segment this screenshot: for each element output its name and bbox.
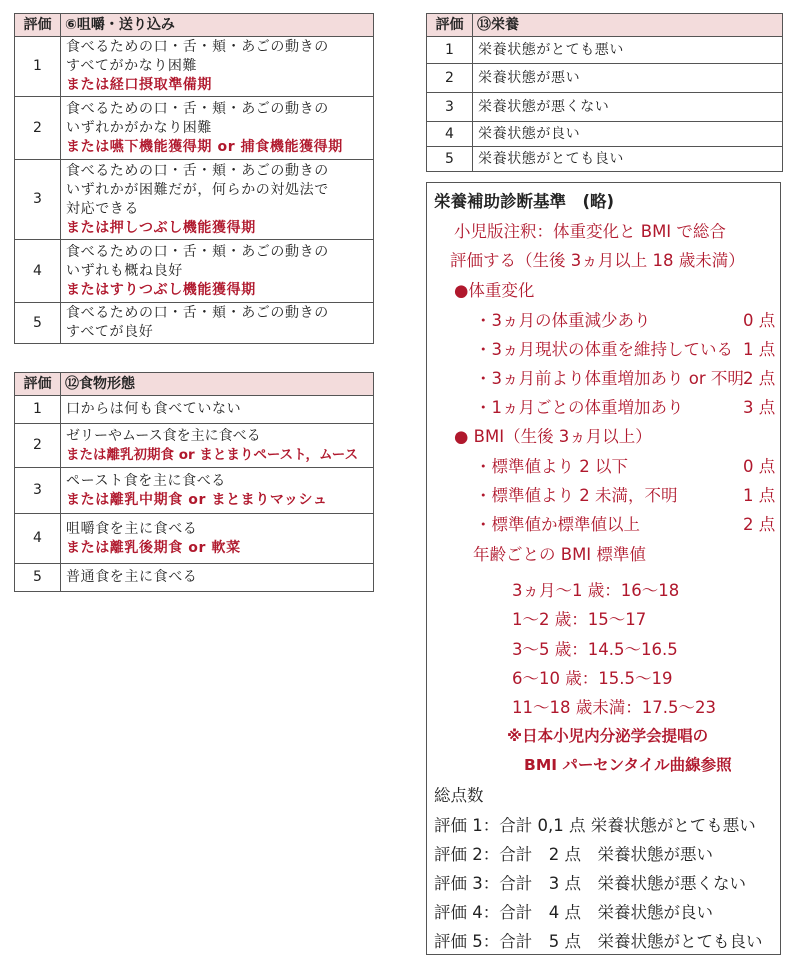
- description-cell: [61, 468, 374, 514]
- weight-item-points: 3 点: [743, 398, 776, 417]
- weight-item-points: 0 点: [743, 311, 776, 330]
- total-score-line: 評価 4：合計 4 点 栄養状態が良い: [434, 903, 713, 922]
- bmi-standard-heading: 年齢ごとの BMI 標準値: [473, 545, 646, 564]
- red-note: またはすりつぶし機能獲得期: [66, 281, 256, 298]
- description-cell: [61, 303, 374, 344]
- description-cell: [61, 97, 374, 160]
- weight-item-label: ・3ヵ月現状の体重を維持している: [475, 340, 733, 359]
- score-cell: 5: [427, 147, 473, 172]
- bmi-standard-value: 1〜2 歳：15〜17: [512, 610, 647, 629]
- total-score-line: 評価 2：合計 2 点 栄養状態が悪い: [434, 845, 713, 864]
- description-cell: 栄養状態がとても良い: [473, 147, 783, 172]
- score-cell: 2: [15, 97, 61, 160]
- table-row: [427, 147, 783, 172]
- description-line: すべてがかなり困難: [66, 58, 198, 74]
- table-header: [15, 373, 374, 396]
- criteria-note: 小児版注釈：体重変化と BMI で総合: [454, 222, 726, 241]
- nutrition-criteria-box: [426, 182, 781, 955]
- table-header: [15, 14, 374, 37]
- description-line: 食べるための口・舌・頬・あごの動きの: [66, 305, 329, 321]
- bmi-item-label: ・標準値か標準値以上: [475, 515, 640, 534]
- red-note: または離乳中期食 or まとまりマッシュ: [66, 491, 328, 508]
- description-line: いずれかが困難だが，何らかの対処法で: [66, 181, 329, 198]
- total-score-line: 評価 5：合計 5 点 栄養状態がとても良い: [434, 932, 763, 951]
- total-score-line: 評価 3：合計 3 点 栄養状態が悪くない: [434, 874, 746, 893]
- score-cell: 4: [15, 240, 61, 303]
- reference-note: BMI パーセンタイル曲線参照: [524, 756, 732, 774]
- description-cell: 栄養状態が悪くない: [473, 93, 783, 122]
- description-line: 食べるための口・舌・頬・あごの動きの: [66, 100, 329, 117]
- description-cell: 栄養状態が悪い: [473, 64, 783, 93]
- reference-note: ※日本小児内分泌学会提唱の: [507, 727, 709, 745]
- weight-item-points: 1 点: [743, 340, 776, 359]
- score-header: 評価: [15, 373, 61, 396]
- bmi-item-label: ・標準値より 2 以下: [475, 457, 628, 476]
- table-row: [15, 396, 374, 424]
- red-note: または離乳初期食 or まとまりペースト，ムース: [66, 446, 359, 463]
- red-note: または押しつぶし機能獲得期: [66, 219, 256, 236]
- table-row: [15, 37, 374, 97]
- description-cell: [61, 564, 374, 592]
- criteria-note: 評価する（生後 3ヵ月以上 18 歳未満）: [450, 251, 745, 270]
- table-row: [427, 93, 783, 122]
- bmi-standard-value: 3ヵ月〜1 歳：16〜18: [512, 581, 680, 600]
- table-header: [427, 14, 783, 37]
- score-cell: 3: [427, 93, 473, 122]
- table-row: [427, 37, 783, 64]
- table-row: [15, 303, 374, 344]
- red-note: または経口摂取準備期: [66, 77, 212, 93]
- table-row: [15, 160, 374, 240]
- description-cell: [61, 240, 374, 303]
- table-row: [427, 122, 783, 147]
- description-line: いずれも概ね良好: [66, 262, 183, 279]
- score-cell: 3: [15, 160, 61, 240]
- score-cell: 4: [15, 514, 61, 564]
- table-title: ⑥咀嚼・送り込み: [61, 14, 374, 37]
- description-cell: 栄養状態がとても悪い: [473, 37, 783, 64]
- description-line: ゼリーやムース食を主に食べる: [66, 427, 261, 444]
- description-line: 普通食を主に食べる: [66, 569, 198, 585]
- description-line: いずれかがかなり困難: [66, 119, 212, 136]
- score-cell: 1: [15, 37, 61, 97]
- bmi-item-points: 0 点: [743, 457, 776, 476]
- description-cell: [61, 424, 374, 468]
- bmi-item-label: ・標準値より 2 未満，不明: [475, 486, 678, 505]
- description-line: 口からは何も食べていない: [66, 401, 242, 417]
- table-row: [15, 468, 374, 514]
- total-score-heading: 総点数: [434, 786, 484, 805]
- bmi-standard-value: 11〜18 歳未満：17.5〜23: [512, 698, 716, 717]
- weight-item-label: ・3ヵ月前より体重増加あり or 不明: [475, 369, 744, 388]
- table-title: ⑬栄養: [473, 14, 783, 37]
- weight-item-label: ・1ヵ月ごとの体重増加あり: [475, 398, 684, 417]
- table-row: [15, 97, 374, 160]
- description-cell: [61, 396, 374, 424]
- table-row: [427, 64, 783, 93]
- description-line: 食べるための口・舌・頬・あごの動きの: [66, 162, 329, 179]
- table-row: [15, 514, 374, 564]
- table-title: ⑫食物形態: [61, 373, 374, 396]
- chewing-table: [14, 13, 374, 344]
- score-cell: 5: [15, 303, 61, 344]
- weight-change-heading: ●体重変化: [454, 281, 535, 300]
- description-cell: [61, 160, 374, 240]
- weight-item-label: ・3ヵ月の体重減少あり: [475, 311, 651, 330]
- description-cell: 栄養状態が良い: [473, 122, 783, 147]
- total-score-line: 評価 1：合計 0,1 点 栄養状態がとても悪い: [434, 816, 756, 835]
- table-row: [15, 424, 374, 468]
- table-row: [15, 240, 374, 303]
- criteria-title: 栄養補助診断基準 (略): [434, 192, 615, 211]
- bmi-item-points: 2 点: [743, 515, 776, 534]
- description-cell: [61, 37, 374, 97]
- description-line: ペースト食を主に食べる: [66, 472, 226, 489]
- description-line: 食べるための口・舌・頬・あごの動きの: [66, 39, 329, 55]
- score-cell: 5: [15, 564, 61, 592]
- score-cell: 1: [427, 37, 473, 64]
- description-line: 咀嚼食を主に食べる: [66, 520, 198, 537]
- bmi-standard-value: 3〜5 歳：14.5〜16.5: [512, 640, 678, 659]
- bmi-item-points: 1 点: [743, 486, 776, 505]
- score-cell: 4: [427, 122, 473, 147]
- score-header: 評価: [15, 14, 61, 37]
- description-line: 対応できる: [66, 200, 139, 217]
- score-cell: 2: [15, 424, 61, 468]
- nutrition-table: [426, 13, 783, 172]
- description-line: 食べるための口・舌・頬・あごの動きの: [66, 243, 329, 260]
- weight-item-points: 2 点: [743, 369, 776, 388]
- score-cell: 3: [15, 468, 61, 514]
- red-note: または嚥下機能獲得期 or 捕食機能獲得期: [66, 138, 343, 155]
- description-cell: [61, 514, 374, 564]
- score-cell: 1: [15, 396, 61, 424]
- bmi-heading: ● BMI（生後 3ヵ月以上）: [454, 427, 652, 446]
- description-line: すべてが良好: [66, 324, 154, 340]
- score-cell: 2: [427, 64, 473, 93]
- table-row: [15, 564, 374, 592]
- score-header: 評価: [427, 14, 473, 37]
- bmi-standard-value: 6〜10 歳：15.5〜19: [512, 669, 673, 688]
- food-form-table: [14, 372, 374, 592]
- red-note: または離乳後期食 or 軟菜: [66, 539, 241, 556]
